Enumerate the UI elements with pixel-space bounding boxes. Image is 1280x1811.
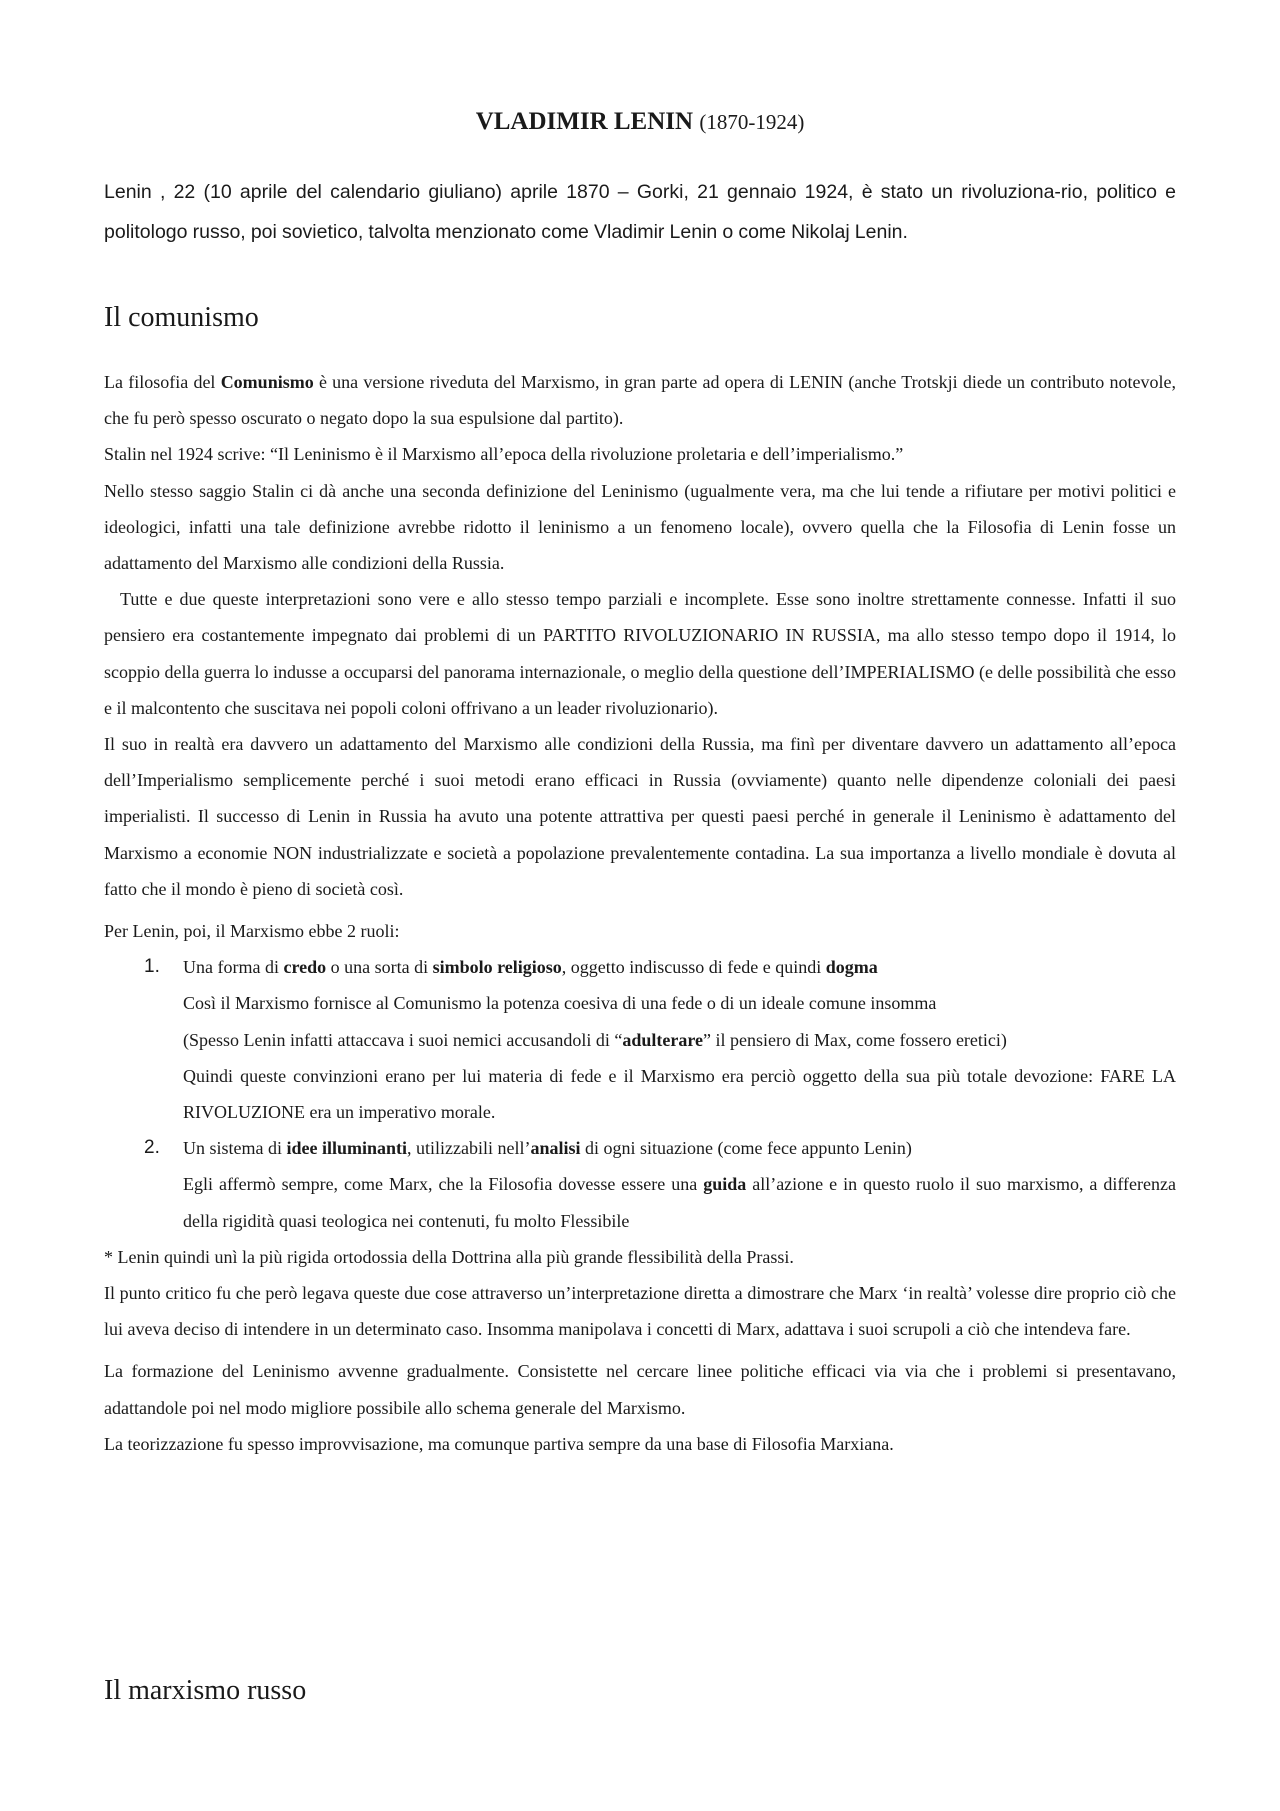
bold-term: simbolo religioso bbox=[432, 957, 562, 978]
list-item bbox=[104, 949, 1176, 1130]
list-line bbox=[183, 1166, 1176, 1238]
document-title bbox=[104, 102, 1176, 142]
text-run: Un sistema di bbox=[183, 1138, 287, 1159]
text-run: La filosofia del bbox=[104, 372, 221, 392]
bold-term: credo bbox=[283, 957, 327, 978]
text-run: (Spesso Lenin infatti attaccava i suoi nemici accusandoli di “ bbox=[183, 1029, 623, 1050]
paragraph-1 bbox=[104, 364, 1176, 436]
section-heading-marxismo-russo: Il marxismo russo bbox=[104, 1675, 307, 1706]
paragraph-10: La teorizzazione fu spesso improvvisazione, ma comunque partiva sempre da una base di Filosofia Marxiana. bbox=[104, 1433, 894, 1454]
roles-list bbox=[104, 949, 1176, 1239]
title-years: (1870-1924) bbox=[699, 110, 805, 134]
paragraph-4: Tutte e due queste interpretazioni sono vere e allo stesso tempo parziali e incomplete. Esse sono inoltre strettamente connesse. Infatti il suo pensiero era costantemente impegnato dai problemi di un PARTITO RIVOLUZIONARIO IN RUSSIA, ma allo stesso tempo dopo il 1914, lo scoppio della guerra lo indusse a occuparsi del panorama internazionale, o meglio della questione dell’IMPERIALISMO (e delle possibilità che esso e il malcontento che suscitava nei popoli coloni offrivano a un leader rivoluzionario). bbox=[104, 589, 1176, 718]
text-run: di ogni situazione (come fece appunto Lenin) bbox=[580, 1138, 912, 1159]
text-run: ” il pensiero di Max, come fossero eretici) bbox=[703, 1029, 1007, 1050]
list-item bbox=[104, 1130, 1176, 1239]
list-line: Così il Marxismo fornisce al Comunismo la potenza coesiva di una fede o di un ideale comune insomma bbox=[183, 993, 937, 1014]
text-run: Una forma di bbox=[183, 957, 284, 978]
paragraph-2: Stalin nel 1924 scrive: “Il Leninismo è il Marxismo all’epoca della rivoluzione proletaria e dell’imperialismo.” bbox=[104, 444, 904, 465]
list-line bbox=[183, 1130, 1176, 1166]
list-line bbox=[183, 1022, 1176, 1058]
bold-term: Comunismo bbox=[220, 372, 314, 392]
bold-term: adulterare bbox=[622, 1029, 704, 1050]
text-run: Egli affermò sempre, come Marx, che la Filosofia dovesse essere una bbox=[183, 1174, 704, 1195]
text-run: è una versione riveduta del Marxismo, in gran parte ad opera di LENIN (anche Trotskji diede un contributo notevole, che fu però spesso oscurato o negato dopo la sua espulsione dal partito). bbox=[104, 372, 1176, 429]
paragraph-7: * Lenin quindi unì la più rigida ortodossia della Dottrina alla più grande flessibilità della Prassi. bbox=[104, 1246, 794, 1267]
title-name: VLADIMIR LENIN bbox=[475, 108, 694, 135]
bold-term: analisi bbox=[530, 1138, 581, 1159]
paragraph-6: Per Lenin, poi, il Marxismo ebbe 2 ruoli: bbox=[104, 921, 400, 942]
bold-term: guida bbox=[703, 1174, 747, 1195]
text-run: , oggetto indiscusso di fede e quindi bbox=[561, 957, 826, 978]
list-line bbox=[183, 949, 1176, 985]
paragraph-3: Nello stesso saggio Stalin ci dà anche una seconda definizione del Leninismo (ugualmente vera, ma che lui tende a rifiutare per motivi politici e ideologici, infatti una tale definizione avrebbe ridotto il leninismo a un fenomeno locale), ovvero quella che la Filosofia di Lenin fosse un adattamento del Marxismo alle condizioni della Russia. bbox=[104, 480, 1176, 574]
text-run: all’azione e in questo ruolo il suo marxismo, a differenza della rigidità quasi teologica nei contenuti, fu molto Flessibile bbox=[183, 1174, 1176, 1231]
list-line: Quindi queste convinzioni erano per lui materia di fede e il Marxismo era perciò oggetto della sua più totale devozione: FARE LA RIVOLUZIONE era un imperativo morale. bbox=[183, 1065, 1176, 1123]
list-number: 1. bbox=[144, 956, 160, 978]
text-run: o una sorta di bbox=[326, 957, 433, 978]
paragraph-5: Il suo in realtà era davvero un adattamento del Marxismo alle condizioni della Russia, ma finì per diventare davvero un adattamento all’epoca dell’Imperialismo semplicemente perché i suoi metodi erano efficaci in Russia (ovviamente) quanto nelle dipendenze coloniali dei paesi imperialisti. Il successo di Lenin in Russia ha avuto una potente attrattiva per questi paesi perché in generale il Leninismo è adattamento del Marxismo a economie NON industrializzate e società a popolazione prevalentemente contadina. La sua importanza a livello mondiale è dovuta al fatto che il mondo è pieno di società così. bbox=[104, 734, 1176, 899]
paragraph-9: La formazione del Leninismo avvenne gradualmente. Consistette nel cercare linee politiche efficaci via via che i problemi si presentavano, adattandole poi nel modo migliore possibile allo schema generale del Marxismo. bbox=[104, 1361, 1176, 1418]
intro-paragraph: Lenin , 22 (10 aprile del calendario giuliano) aprile 1870 – Gorki, 21 gennaio 1924, è stato un rivoluziona-rio, politico e politologo russo, poi sovietico, talvolta menzionato come Vladimir Lenin o come Nikolaj Lenin. bbox=[104, 181, 1176, 243]
bold-term: idee illuminanti bbox=[286, 1138, 408, 1159]
list-number: 2. bbox=[144, 1137, 160, 1159]
bold-term: dogma bbox=[825, 957, 878, 978]
text-run: , utilizzabili nell’ bbox=[407, 1138, 531, 1159]
paragraph-8: Il punto critico fu che però legava queste due cose attraverso un’interpretazione diretta a dimostrare che Marx ‘in realtà’ volesse dire proprio ciò che lui aveva deciso di intendere in un determinato caso. Insomma manipolava i concetti di Marx, adattava i suoi scrupoli a ciò che intendeva fare. bbox=[104, 1283, 1176, 1340]
section-heading-comunismo: Il comunismo bbox=[104, 302, 259, 333]
